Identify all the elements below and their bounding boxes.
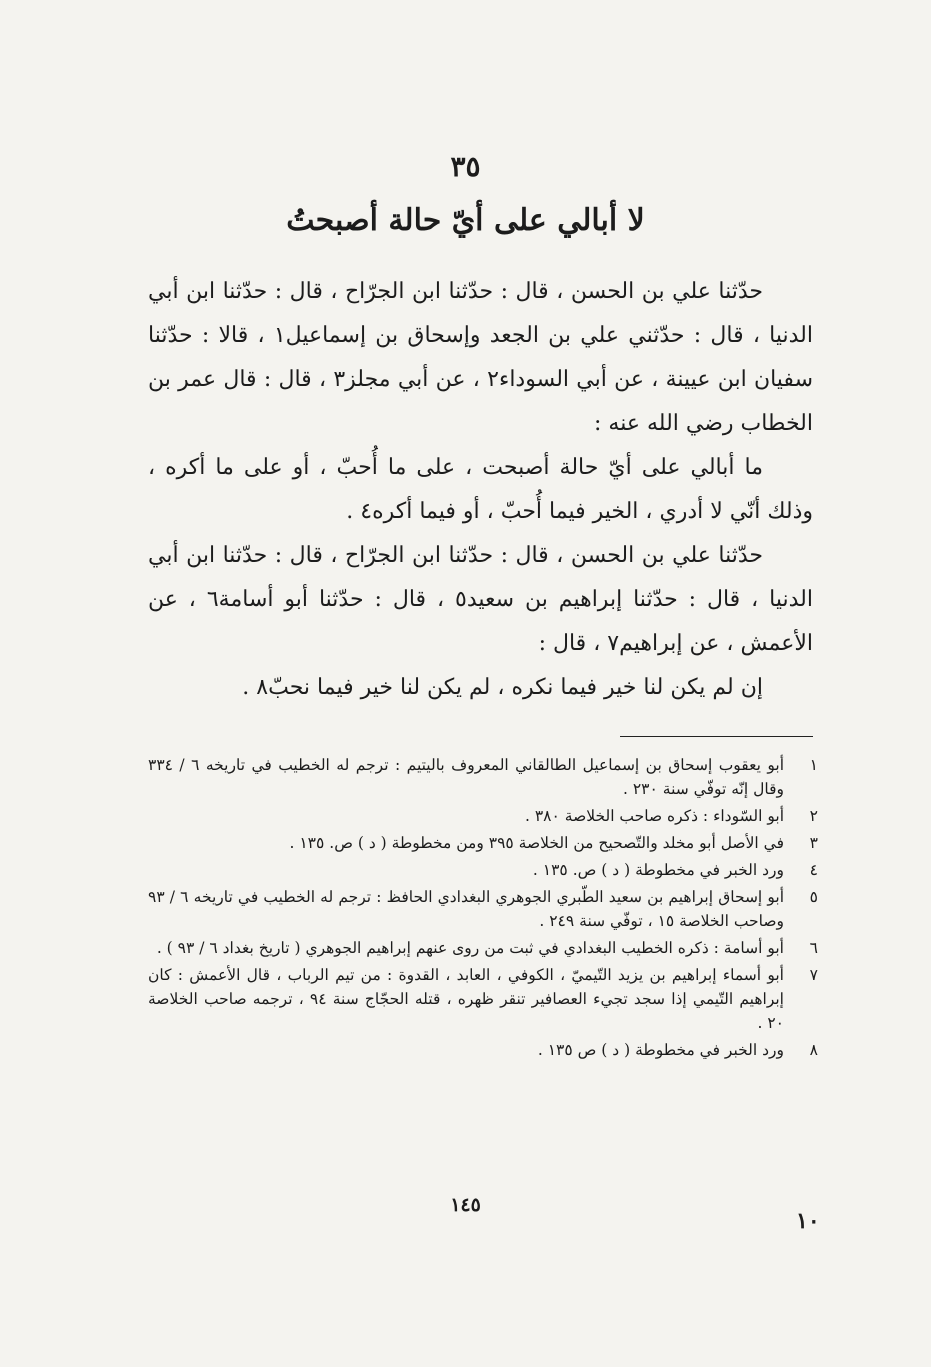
footnote-text: أبو يعقوب إسحاق بن إسماعيل الطالقاني المعروف باليتيم : ترجم له الخطيب في تاريخه ٦ / ٣٣٤ وقال إنّه توفّي سنة ٢٣٠ . (148, 756, 785, 798)
footnote (148, 804, 818, 828)
footnote-text: أبو إسحاق إبراهيم بن سعيد الطّبري الجوهري البغدادي الحافظ : ترجم له الخطيب في تاريخه ٦ / ٩٣ وصاحب الخلاصة ١٥ ، توفّي سنة ٢٤٩ . (148, 888, 785, 930)
section-number: ٣٥ (450, 150, 481, 183)
paragraph-isnad-2: حدّثنا علي بن الحسن ، قال : حدّثنا ابن الجرّاح ، قال : حدّثنا ابن أبي الدنيا ، قال : حدّثنا إبراهيم بن سعيد٥ ، قال : حدّثنا أبو أسامة٦ ، عن الأعمش ، عن إبراهيم٧ ، قال : (148, 543, 813, 656)
footnote (148, 936, 818, 960)
page-number: ١٤٥ (450, 1194, 481, 1216)
footnote-divider (620, 736, 813, 737)
footnote (148, 963, 818, 1035)
footnote (148, 885, 818, 933)
footnote-number: ٦ (809, 939, 818, 957)
footnote-number: ١ (809, 756, 818, 774)
footnote-number: ٨ (809, 1041, 818, 1059)
footnote (148, 753, 818, 801)
footnote-text: أبو أسامة : ذكره الخطيب البغدادي في ثبت من روى عنهم إبراهيم الجوهري ( تاريخ بغداد ٦ / ٩٣ ) . (156, 939, 784, 957)
footnote-text: أبو السّوداء : ذكره صاحب الخلاصة ٣٨٠ . (524, 807, 784, 825)
main-text (148, 270, 813, 710)
footnote (148, 831, 818, 855)
footnote-number: ٢ (809, 807, 818, 825)
footnote-number: ٤ (809, 861, 818, 879)
footnote-number: ٣ (809, 834, 818, 852)
signature-mark: ١٠ (796, 1208, 820, 1234)
footnote-text: ورد الخبر في مخطوطة ( د ) ص ١٣٥ . (537, 1041, 784, 1059)
paragraph-isnad-1: حدّثنا علي بن الحسن ، قال : حدّثنا ابن الجرّاح ، قال : حدّثنا ابن أبي الدنيا ، قال : حدّثني علي بن الجعد وإسحاق بن إسماعيل١ ، قالا : حدّثنا سفيان ابن عيينة ، عن أبي السوداء٢ ، عن أبي مجلز٣ ، قال : قال عمر بن الخطاب رضي الله عنه : (148, 279, 813, 436)
footnote-number: ٧ (809, 966, 818, 984)
section-title: لا أبالي على أيّ حالة أصبحتُ (286, 203, 645, 238)
paragraph-quote-1: ما أبالي على أيّ حالة أصبحت ، على ما أُحبّ ، أو على ما أكره ، وذلك أنّي لا أدري ، الخير فيما أُحبّ ، أو فيما أكره٤ . (148, 455, 813, 524)
footnotes (148, 753, 818, 1065)
footnote (148, 858, 818, 882)
footnote (148, 1038, 818, 1062)
footnote-text: أبو أسماء إبراهيم بن يزيد التّيميّ ، الكوفي ، العابد ، القدوة : من تيم الرباب ، قال الأعمش : كان إبراهيم التّيمي إذا سجد تجيء العصافير تنقر ظهره ، قتله الحجّاج سنة ٩٤ ، ترجمه صاحب الخلاصة ٢٠ . (148, 966, 784, 1032)
paragraph-quote-2: إن لم يكن لنا خير فيما نكره ، لم يكن لنا خير فيما نحبّ٨ . (242, 675, 763, 700)
footnote-text: ورد الخبر في مخطوطة ( د ) ص. ١٣٥ . (532, 861, 784, 879)
footnote-text: في الأصل أبو مخلد والتّصحيح من الخلاصة ٣٩٥ ومن مخطوطة ( د ) ص. ١٣٥ . (289, 834, 784, 852)
footnote-number: ٥ (809, 888, 818, 906)
